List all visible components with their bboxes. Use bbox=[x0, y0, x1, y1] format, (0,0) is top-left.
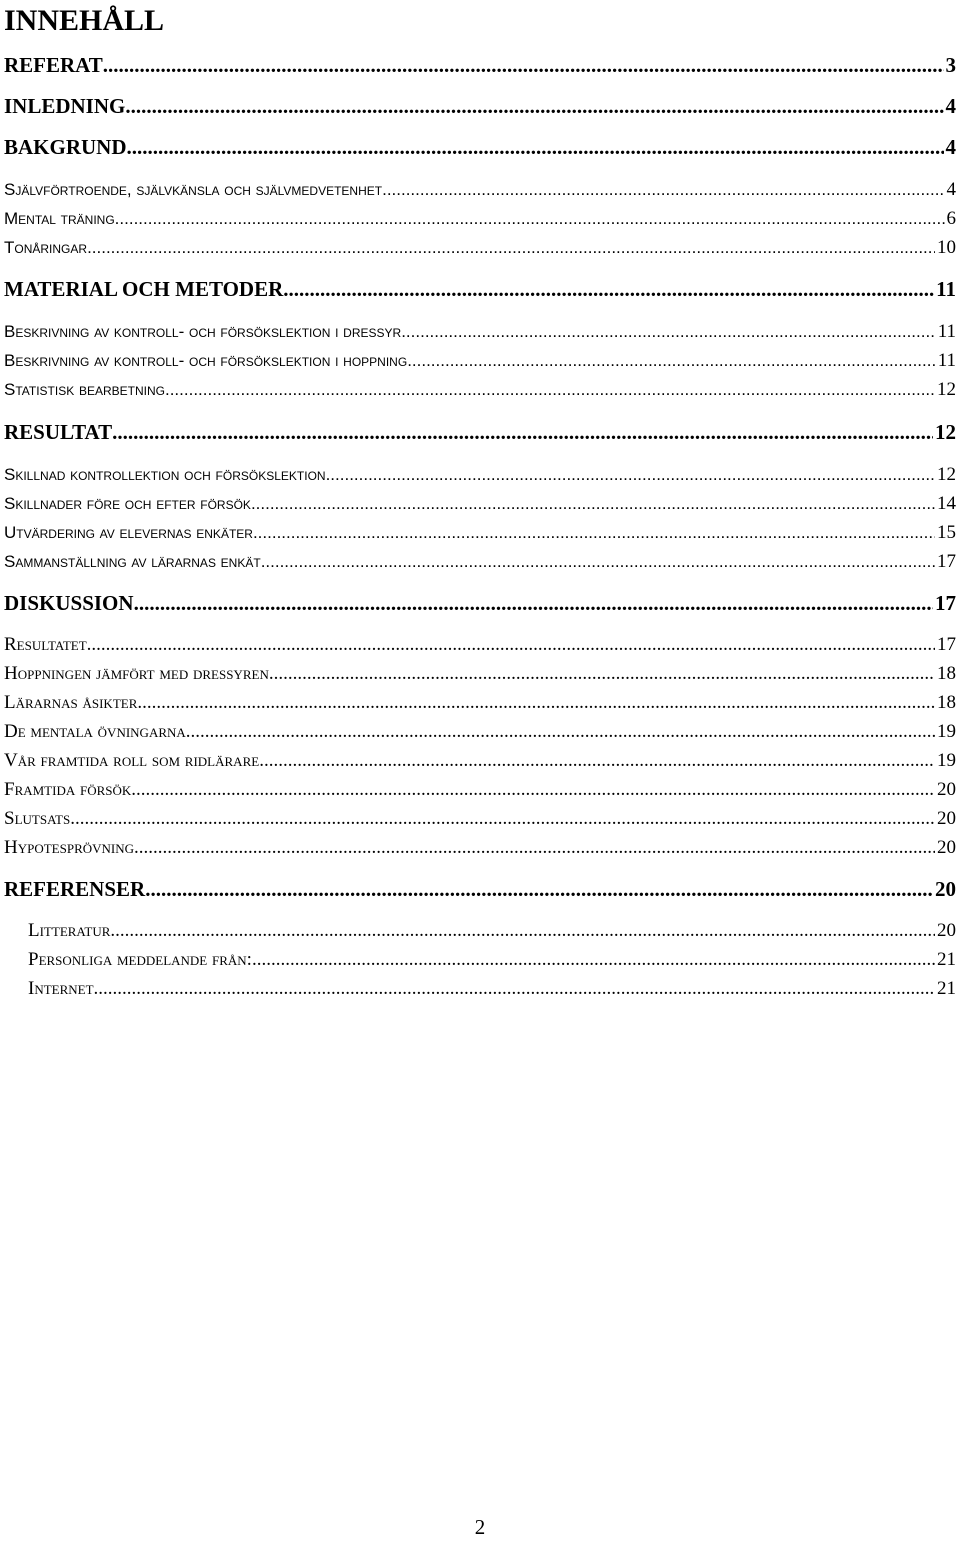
toc-entry-page: 20 bbox=[937, 808, 956, 829]
toc-entry-page: 12 bbox=[937, 379, 956, 400]
toc-entry[interactable] bbox=[28, 977, 956, 1001]
toc-entry-page: 14 bbox=[937, 493, 956, 514]
toc-entry[interactable] bbox=[4, 662, 956, 686]
page-number: 2 bbox=[474, 1515, 486, 1539]
toc-entry-page: 12 bbox=[937, 464, 956, 485]
toc-entry-title: Skillnader före och efter försök bbox=[4, 494, 251, 513]
toc-entry-page: 3 bbox=[945, 53, 956, 77]
toc-entry-page: 11 bbox=[937, 350, 956, 371]
toc-entry[interactable] bbox=[4, 419, 956, 445]
toc-entry-page: 20 bbox=[935, 877, 956, 901]
dot-leader bbox=[112, 419, 933, 445]
dot-leader bbox=[134, 836, 935, 860]
dot-leader bbox=[94, 977, 935, 1001]
toc-entry-page: 12 bbox=[935, 420, 956, 444]
toc-entry-page: 19 bbox=[937, 721, 956, 742]
toc-entry[interactable] bbox=[4, 93, 956, 119]
dot-leader bbox=[251, 492, 935, 516]
dot-leader bbox=[186, 720, 935, 744]
dot-leader bbox=[407, 349, 936, 373]
dot-leader bbox=[401, 320, 936, 344]
toc-entry[interactable] bbox=[4, 207, 956, 231]
toc-entry[interactable] bbox=[4, 349, 956, 373]
toc-entry-title: Mental träning bbox=[4, 209, 115, 228]
toc-entry-page: 11 bbox=[937, 321, 956, 342]
toc-entry-page: 15 bbox=[937, 522, 956, 543]
toc-entry[interactable] bbox=[4, 749, 956, 773]
toc-entry-page: 20 bbox=[937, 779, 956, 800]
toc-entry[interactable] bbox=[4, 691, 956, 715]
toc-entry-title: Självförtroende, självkänsla och självmedvetenhet bbox=[4, 180, 383, 199]
dot-leader bbox=[127, 134, 944, 160]
toc-entry[interactable] bbox=[4, 720, 956, 744]
toc-entry[interactable] bbox=[4, 178, 956, 202]
toc-entry-page: 11 bbox=[936, 277, 956, 301]
dot-leader bbox=[125, 93, 943, 119]
toc-entry-title: Lärarnas åsikter bbox=[4, 692, 138, 713]
dot-leader bbox=[137, 691, 935, 715]
toc-entry-title: RESULTAT bbox=[4, 420, 113, 444]
toc-entry-page: 10 bbox=[937, 237, 956, 258]
toc-entry[interactable] bbox=[4, 320, 956, 344]
toc-entry[interactable] bbox=[4, 52, 956, 78]
toc-entry-page: 17 bbox=[937, 551, 956, 572]
toc-entry-page: 21 bbox=[937, 978, 956, 999]
toc-entry-page: 4 bbox=[945, 135, 956, 159]
toc-entry-title: Sammanställning av lärarnas enkät bbox=[4, 552, 261, 571]
toc-entry-title: Statistisk bearbetning bbox=[4, 380, 165, 399]
dot-leader bbox=[326, 463, 935, 487]
toc-entry[interactable] bbox=[4, 378, 956, 402]
dot-leader bbox=[253, 521, 935, 545]
toc-entry-title: De mentala övningarna bbox=[4, 721, 186, 742]
toc-entry-title: Slutsats bbox=[4, 808, 71, 829]
toc-entry-title: MATERIAL OCH METODER bbox=[4, 277, 284, 301]
dot-leader bbox=[115, 207, 945, 231]
toc-entry-title: Personliga meddelande från: bbox=[28, 949, 252, 970]
dot-leader bbox=[87, 633, 935, 657]
toc-entry-page: 17 bbox=[935, 591, 956, 615]
toc-entry-title: REFERENSER bbox=[4, 877, 146, 901]
toc-entry-title: Tonåringar bbox=[4, 238, 88, 257]
toc-entry-page: 20 bbox=[937, 837, 956, 858]
toc-entry-page: 17 bbox=[937, 634, 956, 655]
dot-leader bbox=[70, 807, 935, 831]
toc-entry-title: Hypotesprövning bbox=[4, 837, 135, 858]
toc-entry[interactable] bbox=[4, 836, 956, 860]
toc-entry-page: 21 bbox=[937, 949, 956, 970]
dot-leader bbox=[269, 662, 935, 686]
toc-entry-page: 20 bbox=[937, 920, 956, 941]
toc-entry[interactable] bbox=[4, 778, 956, 802]
toc-entry-title: Resultatet bbox=[4, 634, 87, 655]
toc-entry[interactable] bbox=[4, 492, 956, 516]
toc-entry[interactable] bbox=[4, 807, 956, 831]
dot-leader bbox=[165, 378, 935, 402]
dot-leader bbox=[134, 590, 933, 616]
dot-leader bbox=[103, 52, 944, 78]
toc-entry-title: Internet bbox=[28, 978, 94, 999]
toc-entry[interactable] bbox=[4, 876, 956, 902]
page-title: INNEHÅLL bbox=[4, 4, 165, 37]
dot-leader bbox=[382, 178, 944, 202]
dot-leader bbox=[145, 876, 933, 902]
toc-entry[interactable] bbox=[4, 276, 956, 302]
dot-leader bbox=[110, 919, 935, 943]
toc-entry-title: Beskrivning av kontroll- och försökslektion i hoppning bbox=[4, 351, 408, 370]
toc-entry[interactable] bbox=[4, 633, 956, 657]
dot-leader bbox=[259, 749, 935, 773]
toc-entry-title: Framtida försök bbox=[4, 779, 132, 800]
toc-entry[interactable] bbox=[4, 463, 956, 487]
toc-entry-title: Vår framtida roll som ridlärare bbox=[4, 750, 260, 771]
toc-entry[interactable] bbox=[4, 590, 956, 616]
toc-entry-page: 4 bbox=[946, 179, 956, 200]
dot-leader bbox=[131, 778, 935, 802]
dot-leader bbox=[252, 948, 935, 972]
toc-entry[interactable] bbox=[28, 919, 956, 943]
dot-leader bbox=[261, 550, 935, 574]
toc-entry-title: REFERAT bbox=[4, 53, 103, 77]
toc-entry-title: INLEDNING bbox=[4, 94, 126, 118]
toc-entry-page: 19 bbox=[937, 750, 956, 771]
toc-entry-title: Utvärdering av elevernas enkäter bbox=[4, 523, 253, 542]
toc-entry-page: 18 bbox=[937, 692, 956, 713]
toc-entry-title: Litteratur bbox=[28, 920, 111, 941]
toc-entry[interactable] bbox=[4, 521, 956, 545]
toc-entry-page: 18 bbox=[937, 663, 956, 684]
toc-entry-title: Beskrivning av kontroll- och försökslektion i dressyr bbox=[4, 322, 402, 341]
toc-entry[interactable] bbox=[4, 134, 956, 160]
dot-leader bbox=[283, 276, 934, 302]
toc-entry[interactable] bbox=[4, 236, 956, 260]
toc-entry-title: DISKUSSION bbox=[4, 591, 134, 615]
toc-entry-title: BAKGRUND bbox=[4, 135, 127, 159]
toc-entry[interactable] bbox=[4, 550, 956, 574]
toc-entry-page: 4 bbox=[945, 94, 956, 118]
toc-entry[interactable] bbox=[28, 948, 956, 972]
toc-entry-title: Hoppningen jämfört med dressyren bbox=[4, 663, 269, 684]
toc-entry-title: Skillnad kontrollektion och försökslektion bbox=[4, 465, 326, 484]
dot-leader bbox=[87, 236, 935, 260]
toc-entry-page: 6 bbox=[946, 208, 956, 229]
